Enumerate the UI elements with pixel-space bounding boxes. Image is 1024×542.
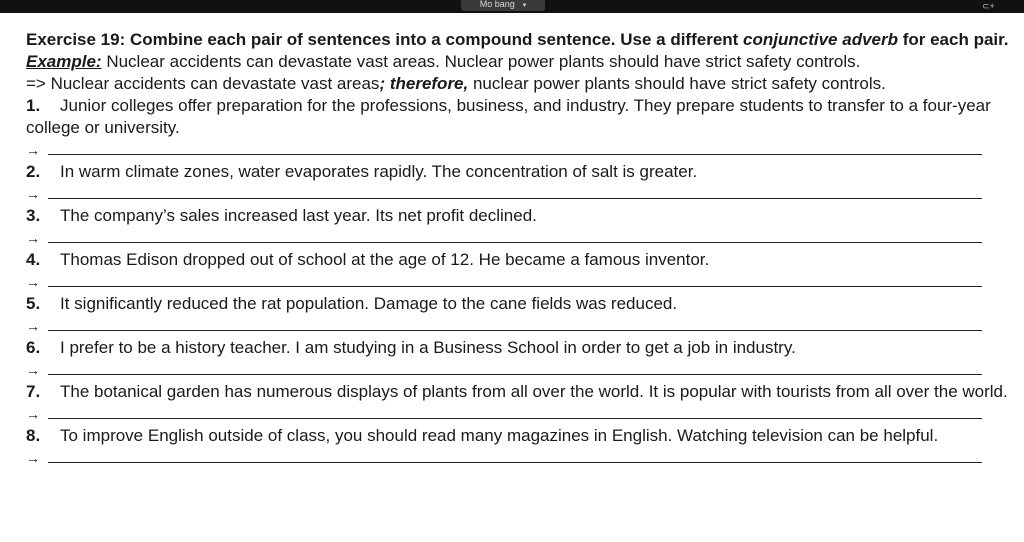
answer-blank[interactable] [48, 242, 982, 243]
answer-line-4[interactable] [26, 271, 1018, 293]
exercise-item-7 [26, 381, 1018, 403]
arrow-icon: → [26, 450, 40, 466]
example-sentence [26, 51, 1018, 73]
item-text: In warm climate zones, water evaporates rapidly. The concentration of salt is greater. [60, 162, 698, 181]
toolbar-tab-label: Mo bang [479, 0, 515, 9]
exercise-item-6 [26, 337, 1018, 359]
exercise-item-1 [26, 95, 1018, 139]
arrow-icon: → [26, 274, 40, 290]
chevron-down-icon[interactable]: ▾ [522, 2, 527, 9]
answer-line-3[interactable] [26, 227, 1018, 249]
item-number: 6. [26, 338, 41, 357]
item-text: I prefer to be a history teacher. I am studying in a Business School in order to get a job in industry. [60, 338, 796, 357]
item-number: 3. [26, 206, 41, 225]
exercise-item-3 [26, 205, 1018, 227]
item-number: 1. [26, 96, 41, 115]
answer-line-1[interactable] [26, 139, 1018, 161]
item-number: 8. [26, 426, 41, 445]
item-number: 7. [26, 382, 41, 401]
answer-line-7[interactable] [26, 403, 1018, 425]
arrow-icon: → [26, 362, 40, 378]
title-part1: Exercise 19: Combine each pair of sentences into a compound sentence. Use a different [26, 30, 744, 49]
item-number: 2. [26, 162, 41, 181]
example-answer-suffix: nuclear power plants should have strict safety controls. [468, 74, 886, 93]
arrow-icon: → [26, 406, 40, 422]
top-toolbar [0, 0, 1024, 13]
item-text: Thomas Edison dropped out of school at the age of 12. He became a famous inventor. [60, 250, 710, 269]
answer-line-8[interactable] [26, 447, 1018, 469]
item-text: It significantly reduced the rat population. Damage to the cane fields was reduced. [60, 294, 678, 313]
example-answer [26, 73, 1018, 95]
exercise-item-2 [26, 161, 1018, 183]
arrow-icon: → [26, 230, 40, 246]
arrow-icon: → [26, 318, 40, 334]
answer-blank[interactable] [48, 418, 982, 419]
toolbar-tab[interactable] [461, 0, 545, 11]
answer-blank[interactable] [48, 330, 982, 331]
answer-line-6[interactable] [26, 359, 1018, 381]
item-text: The botanical garden has numerous displays of plants from all over the world. It is popular with tourists from all over the world. [60, 382, 1008, 401]
arrow-icon: → [26, 186, 40, 202]
item-text: To improve English outside of class, you should read many magazines in English. Watching television can be helpful. [60, 426, 939, 445]
item-number: 5. [26, 294, 41, 313]
answer-blank[interactable] [48, 198, 982, 199]
exercise-item-8 [26, 425, 1018, 447]
item-number: 4. [26, 250, 41, 269]
exercise-item-4 [26, 249, 1018, 271]
item-text: Junior colleges offer preparation for the professions, business, and industry. They prepare students to transfer to a four-year college or university. [26, 96, 991, 137]
item-text: The company’s sales increased last year. Its net profit declined. [60, 206, 537, 225]
example-text: Nuclear accidents can devastate vast areas. Nuclear power plants should have strict safety controls. [101, 52, 861, 71]
example-label: Example: [26, 52, 102, 71]
answer-blank[interactable] [48, 286, 982, 287]
title-italic: conjunctive adverb [743, 30, 898, 49]
exercise-item-5 [26, 293, 1018, 315]
title-part2: for each pair. [897, 30, 1009, 49]
answer-blank[interactable] [48, 462, 982, 463]
example-answer-adverb: ; therefore, [379, 74, 469, 93]
answer-blank[interactable] [48, 374, 982, 375]
answer-line-5[interactable] [26, 315, 1018, 337]
expand-icon[interactable]: ⊂+ [982, 1, 995, 11]
exercise-title [26, 29, 1018, 51]
answer-line-2[interactable] [26, 183, 1018, 205]
arrow-icon: → [26, 142, 40, 158]
example-answer-prefix: => Nuclear accidents can devastate vast areas [26, 74, 380, 93]
answer-blank[interactable] [48, 154, 982, 155]
exercise-document [26, 29, 1018, 469]
